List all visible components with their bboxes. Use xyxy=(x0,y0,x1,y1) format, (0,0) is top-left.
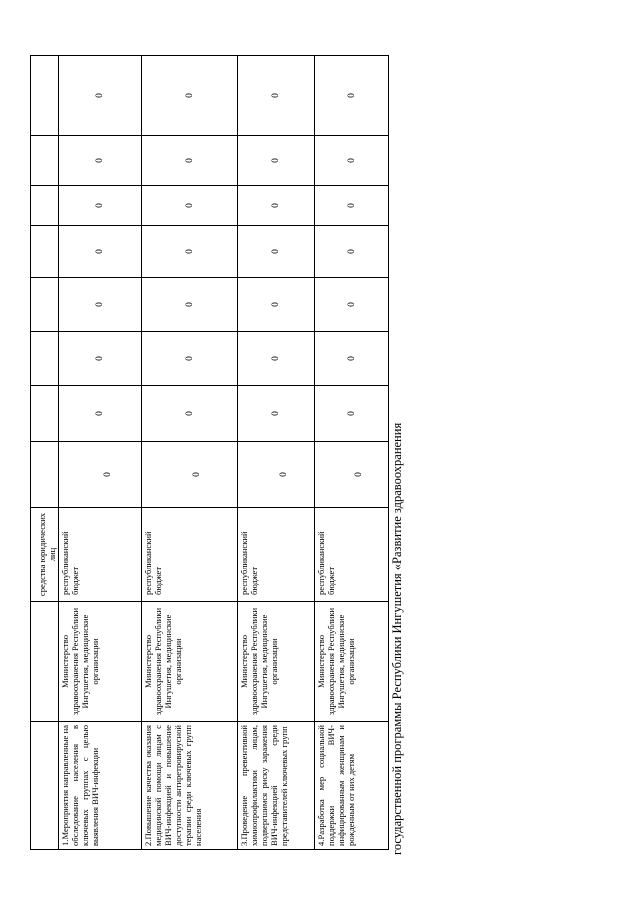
source-cell: средства юридических лиц xyxy=(31,508,59,602)
value-cell: 0 xyxy=(59,186,142,226)
executor-cell: Министерство здравоохранения Республики Ингушетия, медицинские организации xyxy=(142,602,238,722)
value-cell: 0 xyxy=(238,386,315,442)
event-cell xyxy=(31,722,59,850)
value-cell: 0 xyxy=(142,186,238,226)
value-cell: 0 xyxy=(238,186,315,226)
source-cell: республиканский бюджет xyxy=(59,508,142,602)
table-row xyxy=(59,56,142,850)
value-cell: 0 xyxy=(238,332,315,386)
value-cell xyxy=(31,386,59,442)
event-cell: 2.Повышение качества оказания медицинской помощи лицам с ВИЧ-инфекцией и повышение доступности антиретровирусной терапии среди ключевых групп населения xyxy=(142,722,238,850)
value-cell: 0 xyxy=(59,136,142,186)
value-cell xyxy=(31,278,59,332)
value-cell: 0 xyxy=(59,386,142,442)
footer-caption: государственной программы Республики Ингушетия «Развитие здравоохранения xyxy=(390,422,404,855)
table-row xyxy=(142,56,238,850)
value-cell: 0 xyxy=(315,332,389,386)
source-cell: республиканский бюджет xyxy=(315,508,389,602)
event-cell: 1.Мероприятия направленные на обследование населения в ключевых группах с целью выявления ВИЧ-инфекции xyxy=(59,722,142,850)
value-cell: 0 xyxy=(59,278,142,332)
value-cell: 0 xyxy=(238,56,315,136)
value-cell: 0 xyxy=(238,136,315,186)
value-cell: 0 xyxy=(315,226,389,278)
value-cell: 0 xyxy=(315,136,389,186)
event-cell: 3.Проведение превентивной химиопрофилактики лицам, подвергшимся риску заражения ВИЧ-инфекцией среди представителей ключевых групп xyxy=(238,722,315,850)
funding-table xyxy=(30,55,389,850)
table-body xyxy=(31,56,389,850)
value-cell: 0 xyxy=(315,386,389,442)
value-cell: 0 xyxy=(59,442,142,508)
executor-cell: Министерство здравоохранения Республики Ингушетия, медицинские организации xyxy=(238,602,315,722)
value-cell: 0 xyxy=(142,386,238,442)
executor-cell xyxy=(31,602,59,722)
value-cell: 0 xyxy=(315,442,389,508)
value-cell: 0 xyxy=(315,278,389,332)
executor-cell: Министерство здравоохранения Республики Ингушетия, медицинские организации xyxy=(315,602,389,722)
value-cell xyxy=(31,442,59,508)
value-cell: 0 xyxy=(142,226,238,278)
value-cell: 0 xyxy=(142,332,238,386)
table-row-header-continuation xyxy=(31,56,59,850)
value-cell: 0 xyxy=(315,56,389,136)
source-cell: республиканский бюджет xyxy=(142,508,238,602)
value-cell: 0 xyxy=(142,56,238,136)
source-cell: республиканский бюджет xyxy=(238,508,315,602)
value-cell: 0 xyxy=(238,442,315,508)
value-cell: 0 xyxy=(315,186,389,226)
table-row xyxy=(238,56,315,850)
value-cell xyxy=(31,56,59,136)
rotated-page xyxy=(30,55,390,850)
value-cell: 0 xyxy=(238,226,315,278)
value-cell: 0 xyxy=(142,136,238,186)
event-cell: 4.Разработка мер социальной поддержки ВИЧ-инфицированным женщинам и рожденным от них детям xyxy=(315,722,389,850)
value-cell xyxy=(31,186,59,226)
table-row xyxy=(315,56,389,850)
value-cell: 0 xyxy=(238,278,315,332)
value-cell: 0 xyxy=(142,278,238,332)
value-cell: 0 xyxy=(59,56,142,136)
value-cell: 0 xyxy=(59,226,142,278)
value-cell xyxy=(31,136,59,186)
value-cell: 0 xyxy=(142,442,238,508)
value-cell: 0 xyxy=(59,332,142,386)
executor-cell: Министерство здравоохранения Республики Ингушетия, медицинские организации xyxy=(59,602,142,722)
value-cell xyxy=(31,332,59,386)
value-cell xyxy=(31,226,59,278)
